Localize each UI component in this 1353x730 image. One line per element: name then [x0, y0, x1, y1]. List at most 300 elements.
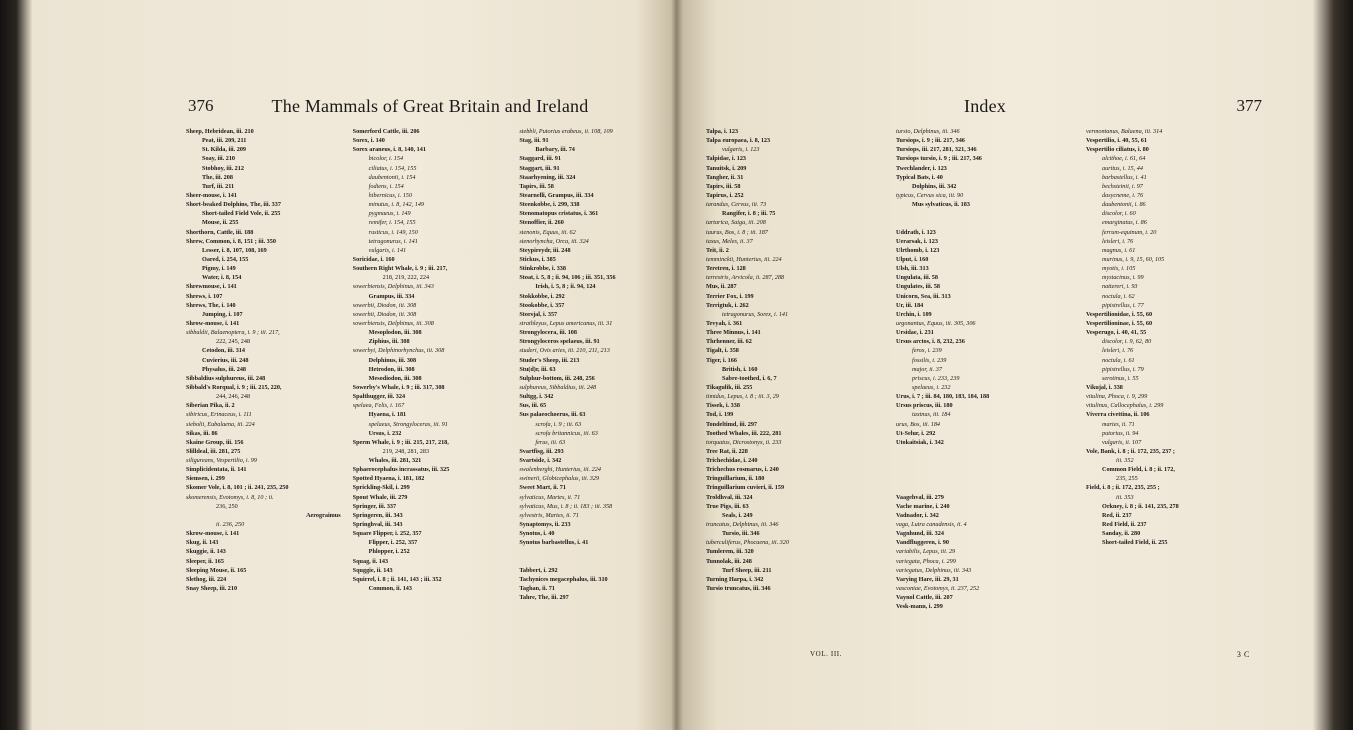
index-entry: Storsjal, i. 357 [519, 310, 558, 318]
index-entry: Slilldeal, iii. 281, 275 [186, 447, 241, 455]
index-entry: Springhval, iii. 343 [352, 521, 403, 529]
index-entry: siebolii, Eubalaena, iii. 224 [186, 420, 255, 428]
index-entry [896, 483, 1074, 492]
index-entry: Simplicidentata, ii. 141 [186, 466, 247, 474]
index-entry: Peat, iii. 209, 211 [202, 137, 247, 145]
left-col-3 [513, 127, 680, 602]
index-entry: 222, 245, 248 [216, 338, 251, 346]
index-entry: Spotted Hyaena, i. 181, 182 [352, 475, 425, 483]
index-entry: Sus palaeochoerus, iii. 63 [519, 411, 586, 419]
right-col-2 [890, 127, 1080, 611]
left-col-2 [347, 127, 514, 602]
index-entry: Tringuillarium, ii. 180 [706, 475, 765, 483]
index-entry: vulgaris, i. 123 [722, 146, 760, 154]
left-running-head [180, 96, 680, 120]
index-entry: Common, ii. 143 [368, 585, 412, 593]
index-entry: Studer's Sheep, iii. 213 [519, 356, 580, 364]
index-entry: Utokaitsiak, i. 342 [896, 438, 944, 446]
index-entry: sowerbiensis, Delphinus, iii. 308 [352, 319, 434, 327]
index-entry: major, ii. 37 [912, 365, 942, 373]
index-entry: Tondeltimd, iii. 297 [706, 420, 758, 428]
index-entry: Squag, ii. 143 [352, 557, 389, 565]
index-entry: Toothed Whales, iii. 222, 281 [706, 429, 782, 437]
index-entry: tursio, Delphinus, iii. 346 [896, 128, 960, 135]
index-entry: discolor, i. 60 [1102, 210, 1136, 218]
index-entry: emarginatus, i. 86 [1102, 219, 1147, 227]
index-entry: vasconiae, Evotomys, ii. 237, 252 [896, 585, 980, 593]
index-entry: Spalthugger, iii. 324 [352, 393, 406, 401]
right-index-columns [700, 127, 1270, 611]
index-entry: Ursus priscus, iii. 180 [896, 402, 953, 410]
index-entry: minutus, i. 8, 142, 149 [368, 201, 425, 209]
index-entry: 244, 246, 248 [216, 393, 251, 401]
index-entry: 219, 248, 281, 283 [382, 447, 430, 455]
index-entry: Hetrodon, iii. 308 [368, 365, 415, 373]
index-entry: Hyaena, i. 181 [368, 411, 407, 419]
index-entry: Talpidae, i. 123 [706, 155, 747, 163]
index-entry: Tangher, ii. 31 [706, 173, 744, 181]
index-entry: taurus, Bos, i. 8 ; iii. 187 [706, 228, 768, 236]
index-entry: Grampus, iii. 334 [368, 292, 415, 300]
index-entry: Short-tailed Field, ii. 255 [1102, 539, 1168, 547]
index-entry: temminckii, Hunterius, iii. 224 [706, 255, 782, 263]
left-page [180, 0, 680, 730]
index-entry: Vespertilioninae, i. 55, 60 [1086, 319, 1153, 327]
index-entry: Pigmy, i. 149 [202, 265, 236, 273]
index-entry: urgonantus, Equus, iii. 305, 306 [896, 319, 976, 327]
index-entry: Sprickling-Skil, i. 299 [352, 484, 410, 492]
index-entry: studeri, Ovis aries, iii. 210, 211, 213 [519, 347, 610, 355]
index-entry [896, 465, 1074, 474]
right-page [700, 0, 1270, 730]
index-entry: Tursiops, i. 9 ; iii. 217, 346 [896, 137, 965, 145]
index-entry: Viverra civettina, ii. 106 [1086, 411, 1150, 419]
index-entry: ferus, iii. 63 [535, 438, 566, 446]
index-entry: Seals, i. 249 [722, 511, 753, 519]
index-entry: Mus sylvaticus, ii. 183 [912, 201, 970, 209]
index-entry: Tursio, iii. 346 [722, 530, 760, 538]
index-entry: dasycneme, i. 76 [1102, 191, 1144, 199]
index-entry: Vaynol Cattle, iii. 207 [896, 594, 953, 602]
index-entry: spelaeus, Strongyloceras, iii. 91 [368, 420, 448, 428]
right-col-1 [700, 127, 890, 611]
index-entry: Stenomatopus cristatus, i. 361 [519, 210, 599, 218]
index-entry: Tursiops, iii. 217, 281, 321, 346 [896, 146, 977, 154]
index-entry: Svartfisg, iii. 293 [519, 447, 564, 455]
index-entry: Vole, Bank, i. 8 ; ii. 172, 235, 237 ; [1086, 447, 1175, 455]
index-entry: tetragonurus, Sorex, i. 141 [722, 310, 789, 318]
index-entry: hibernicus, i. 150 [368, 191, 412, 199]
index-entry: Somerford Cattle, iii. 206 [352, 128, 420, 135]
gathering-mark: 3 C [1236, 650, 1250, 659]
index-entry: terrestris, Arvicola, ii. 287, 288 [706, 274, 785, 282]
index-entry: swalenberghi, Hunterius, iii. 224 [519, 466, 601, 474]
index-entry: Vesk-mann, i. 299 [896, 603, 943, 611]
index-entry: torquatus, Dicrostonyx, ii. 233 [706, 438, 782, 446]
index-entry: Red Field, ii. 237 [1102, 521, 1147, 529]
index-entry: Stookobbe, i. 357 [519, 301, 565, 309]
index-entry: variegata, Phoca, i. 299 [896, 557, 956, 565]
index-entry: tartarica, Saiga, iii. 208 [706, 219, 766, 227]
index-entry: Tapirs, iii. 58 [519, 182, 554, 190]
index-entry: Red, ii. 237 [1102, 511, 1132, 519]
index-entry: Siemsen, i. 299 [186, 475, 225, 483]
index-entry: sowerbii, Diodon, iii. 308 [352, 310, 417, 318]
index-entry: mystacinus, i. 99 [1102, 274, 1144, 282]
left-running-title: The Mammals of Great Britain and Ireland [271, 96, 589, 116]
index-entry [896, 447, 1074, 456]
index-entry: The, iii. 208 [202, 173, 233, 181]
index-entry: tuberculiferus, Phocaena, iii. 320 [706, 539, 789, 547]
index-entry: Ur, iii. 184 [896, 301, 924, 309]
index-entry: Short-tailed Field Vole, ii. 255 [202, 210, 281, 218]
index-entry: ciliatus, i. 154, 155 [368, 164, 417, 172]
index-entry: Vache marine, i. 240 [896, 502, 950, 510]
index-entry: Tursiops tursio, i. 9 ; iii. 217, 346 [896, 155, 982, 163]
index-entry: Sphaerocephalus incrassatus, iii. 325 [352, 466, 450, 474]
index-entry: priscus, i. 233, 239 [912, 374, 960, 382]
index-entry: Siberian Pika, ii. 2 [186, 402, 235, 410]
index-entry: Orkney, i. 8 ; ii. 141, 235, 278 [1102, 502, 1179, 510]
index-entry: tetragonurus, i. 141 [368, 237, 418, 245]
index-entry: taxinus, iii. 184 [912, 411, 951, 419]
index-entry: martes, ii. 71 [1102, 420, 1135, 428]
index-entry [896, 474, 1074, 483]
index-entry: Sus, iii. 65 [519, 402, 547, 410]
index-entry: rusticus, i. 149, 150 [368, 228, 418, 236]
index-entry: Ungulata, iii. 58 [896, 274, 938, 282]
index-entry: Terrigtuk, i. 262 [706, 301, 749, 309]
index-entry: Ut-Selur, i. 292 [896, 429, 936, 437]
index-entry [519, 547, 674, 556]
index-entry: Talpa europaea, i. 8, 123 [706, 137, 771, 145]
index-entry: Sabre-toothed, i. 6, 7 [722, 374, 777, 382]
index-entry: Ursus arctos, i. 8, 232, 236 [896, 338, 965, 346]
index-entry: Twechlander, i. 123 [896, 164, 947, 172]
index-entry: Stu(d)r, iii. 63 [519, 365, 556, 373]
index-entry: Typical Bats, i. 40 [896, 173, 943, 181]
index-entry: pygmaeus, i. 149 [368, 210, 411, 218]
index-entry: scrofa, i. 9 ; iii. 63 [535, 420, 582, 428]
index-entry: murinus, i. 9, 15, 60, 105 [1102, 255, 1165, 263]
index-entry: Cetodon, iii. 314 [202, 347, 245, 355]
index-entry: Trichechus rosmarus, i. 240 [706, 466, 779, 474]
index-entry: Slethog, iii. 224 [186, 575, 227, 583]
index-entry: Short-beaked Dolphins, The, iii. 337 [186, 201, 281, 209]
index-entry: Urus, i. 7 ; iii. 84, 180, 183, 184, 188 [896, 393, 990, 401]
index-entry: Springer, iii. 337 [352, 502, 397, 510]
index-entry: Sibbald's Rorqual, i. 9 ; iii. 215, 220, [186, 383, 282, 391]
index-entry: Jumping, i. 107 [202, 310, 243, 318]
index-entry: Skaine Group, iii. 156 [186, 438, 244, 446]
index-entry: Sibbaldius sulphureus, iii. 248 [186, 374, 266, 382]
index-entry: Vesperugo, i. 40, 41, 55 [1086, 329, 1147, 337]
index-entry: sibbaldii, Balaenoptera, i. 9 ; iii. 217, [186, 329, 280, 337]
index-entry: Stobhoy, iii. 212 [202, 164, 244, 172]
index-entry: sowerbiensis, Delphinus, iii. 343 [352, 283, 434, 291]
index-entry: Skuggie, ii. 143 [186, 548, 226, 556]
index-entry: swinerii, Globicephalus, iii. 329 [519, 475, 600, 483]
index-entry: Turf, iii. 211 [202, 182, 235, 190]
index-entry: daubentonii, i. 86 [1102, 201, 1146, 209]
index-entry: Sweet Mart, ii. 71 [519, 484, 566, 492]
index-entry: Sultgg, i. 342 [519, 393, 554, 401]
index-entry: Irish, i. 5, 8 ; ii. 94, 124 [535, 283, 596, 291]
index-entry: Sleeper, ii. 165 [186, 557, 224, 565]
index-entry: Ungulates, iii. 58 [896, 283, 941, 291]
index-entry: Terrier Fox, i. 199 [706, 292, 754, 300]
index-entry: Varying Hare, iii. 29, 31 [896, 575, 959, 583]
index-entry: Vikujal, i. 338 [1086, 383, 1123, 391]
index-entry: vaga, Lutra canadensis, ii. 4 [896, 521, 967, 529]
index-entry: Shorthorn, Cattle, iii. 188 [186, 228, 254, 236]
index-entry: typicus, Cervus sica, iii. 90 [896, 191, 964, 199]
index-entry: Barbary, iii. 74 [535, 146, 575, 154]
index-entry: Stenoffier, ii. 260 [519, 219, 564, 227]
index-entry: Soay, iii. 210 [202, 155, 236, 163]
index-entry: Sperm Whale, i. 9 ; iii. 215, 217, 218, [352, 438, 449, 446]
index-entry: Steypireydr, iii. 248 [519, 246, 571, 254]
index-entry: Vaagehval, iii. 279 [896, 493, 944, 501]
index-entry: Vespertilionidae, i. 55, 60 [1086, 310, 1153, 318]
index-entry: iii. 353 [1116, 493, 1134, 501]
index-entry: vermontanus, Balaena, iii. 314 [1086, 128, 1163, 135]
index-entry: strathleyus, Lepus americanus, iii. 31 [519, 319, 613, 327]
index-entry [896, 218, 1074, 227]
index-entry: bicolor, i. 154 [368, 155, 404, 163]
index-entry: Sheer-mouse, i. 141 [186, 191, 237, 199]
index-entry: Sanday, ii. 280 [1102, 530, 1141, 538]
index-entry: Mus, ii. 287 [706, 283, 737, 291]
index-entry: Synotus barbastellus, i. 41 [519, 539, 589, 547]
index-entry: timidus, Lepus, i. 8 ; iii. 3, 29 [706, 393, 779, 401]
index-entry: variabilis, Lepus, iii. 29 [896, 548, 956, 556]
index-entry: noctula, i. 62 [1102, 292, 1135, 300]
index-entry: Sulphur-bottom, iii. 248, 256 [519, 374, 595, 382]
index-entry [896, 209, 1074, 218]
index-entry: Stickus, i. 385 [519, 255, 556, 263]
index-entry: Shrow-mouse, i. 141 [186, 319, 240, 327]
index-entry: Tachynices megacephalus, iii. 310 [519, 575, 608, 583]
index-entry: Squirrel, i. 8 ; ii. 141, 143 ; iii. 352 [352, 575, 442, 583]
index-entry: Sikas, iii. 86 [186, 429, 218, 437]
index-entry: pipistrellus, i. 77 [1102, 301, 1144, 309]
index-entry: Thrhenner, iii. 62 [706, 338, 752, 346]
index-entry: sowerbii, Diodon, iii. 308 [352, 301, 417, 309]
index-entry: Tumlerem, iii. 320 [706, 548, 754, 556]
index-entry: Ulsh, iii. 313 [896, 265, 929, 273]
index-entry: Tigalt, i. 358 [706, 347, 739, 355]
index-entry: pipistrellus, i. 79 [1102, 365, 1144, 373]
right-running-title: Index [964, 96, 1006, 116]
index-entry: Southern Right Whale, i. 9 ; iii. 217, [352, 265, 448, 273]
index-entry: Delphinus, iii. 308 [368, 356, 417, 364]
index-entry: Trichechidae, i. 240 [706, 457, 758, 465]
index-entry [519, 557, 674, 566]
index-entry: truncatus, Delphinus, iii. 346 [706, 521, 779, 529]
index-entry: stenonis, Equus, iii. 62 [519, 228, 576, 236]
index-entry: Urchin, i. 109 [896, 310, 932, 318]
index-entry: Tiger, i. 166 [706, 356, 737, 364]
index-entry: Three Minnus, i. 141 [706, 329, 761, 337]
index-entry: leisleri, i. 76 [1102, 347, 1134, 355]
index-entry: Stearnelli, Grampus, iii. 334 [519, 191, 594, 199]
index-entry: Tod, i. 199 [706, 411, 734, 419]
index-entry: Unicorn, Sea, iii. 313 [896, 292, 951, 300]
index-entry: Water, i. 8, 154 [202, 274, 242, 282]
index-entry: leisleri, i. 76 [1102, 237, 1134, 245]
index-entry: Stinkrobbe, i. 338 [519, 265, 566, 273]
index-entry: 235, 255 [1116, 475, 1138, 483]
left-col-1 [180, 127, 347, 602]
index-entry: Skomer Vole, i. 8, 101 ; ii. 241, 235, 250 [186, 484, 289, 492]
index-entry: Ulput, i. 160 [896, 255, 929, 263]
index-entry: Staggard, iii. 91 [519, 155, 561, 163]
index-entry: Shrew, Common, i. 8, 151 ; iii. 350 [186, 237, 276, 245]
index-entry: siligureans, Vespertilio, i. 99 [186, 457, 257, 465]
index-entry: Ziphius, iii. 308 [368, 338, 410, 346]
index-entry: Tanuitsk, i. 209 [706, 164, 747, 172]
index-entry: Teretren, i. 128 [706, 265, 746, 273]
index-entry: True Pigs, iii. 63 [706, 502, 749, 510]
index-entry: Tahre, The, iii. 297 [519, 594, 569, 602]
index-entry: Flipper, i. 252, 357 [368, 539, 418, 547]
index-entry: Aerograimus [306, 511, 341, 519]
index-entry: Oared, i. 254, 155 [202, 255, 249, 263]
index-entry: Soricidae, i. 160 [352, 255, 395, 263]
index-entry: Dolphins, iii. 342 [912, 182, 957, 190]
index-entry: fodiens, i. 154 [368, 182, 404, 190]
index-entry: Staarhyening, iii. 324 [519, 173, 576, 181]
index-entry: spelaeus, i. 232 [912, 383, 951, 391]
index-entry: auritus, i. 15, 44 [1102, 164, 1143, 172]
index-entry: Mesodiodon, iii. 308 [368, 374, 422, 382]
index-entry: Taghan, ii. 71 [519, 585, 555, 593]
index-entry: Sorex, i. 140 [352, 137, 385, 145]
index-entry: bechsteinii, i. 97 [1102, 182, 1143, 190]
index-entry: Vadnador, i. 342 [896, 511, 939, 519]
index-entry: Strongyloceros spelaeus, iii. 91 [519, 338, 600, 346]
index-entry: stenorhyncha, Orca, iii. 324 [519, 237, 589, 245]
index-entry: variegatus, Delphinus, iii. 343 [896, 566, 972, 574]
index-entry: alcithoe, i. 61, 64 [1102, 155, 1146, 163]
index-entry: Common Field, i. 8 ; ii. 172, [1102, 466, 1175, 474]
index-entry: Synotus, i. 40 [519, 530, 555, 538]
index-entry: Square Flipper, i. 252, 357 [352, 530, 422, 538]
index-entry: Sleeping Mouse, ii. 165 [186, 566, 247, 574]
index-entry: spelaea, Felis, i. 167 [352, 402, 405, 410]
index-entry: Shrewmouse, i. 141 [186, 283, 237, 291]
index-entry: Turf Sheep, iii. 211 [722, 566, 772, 574]
index-entry: Vespertilio ciliatus, i. 80 [1086, 146, 1149, 154]
index-entry: Tunnolak, iii. 248 [706, 557, 752, 565]
index-entry: Tikagulik, iii. 255 [706, 383, 753, 391]
index-entry: Ursidae, i. 231 [896, 329, 934, 337]
right-running-head [700, 96, 1270, 120]
index-entry: serotinus, i. 55 [1102, 374, 1139, 382]
index-entry: Lesser, i. 8, 107, 108, 169 [202, 246, 267, 254]
index-entry: ferrum-equinum, i. 20 [1102, 228, 1157, 236]
index-entry: Stokkobbe, i. 292 [519, 292, 565, 300]
index-entry: urus, Bos, iii. 184 [896, 420, 941, 428]
index-entry: daubentonii, i. 154 [368, 173, 416, 181]
index-entry: skomerensis, Evotomys, i. 8, 10 ; ii. [186, 493, 274, 501]
index-entry: fossilis, i. 239 [912, 356, 947, 364]
index-entry: iii. 352 [1116, 457, 1134, 465]
index-entry: sibiricus, Erinaceus, i. 111 [186, 411, 252, 419]
index-entry: Tevyah, i. 361 [706, 319, 743, 327]
index-entry: Whales, iii. 281, 321 [368, 457, 422, 465]
index-entry: Snay Sheep, iii. 210 [186, 585, 238, 593]
index-entry: Sowerby's Whale, i. 9 ; iii. 317, 308 [352, 383, 445, 391]
index-entry: 236, 250 [216, 502, 238, 510]
index-entry: Strongylocera, iii. 108 [519, 329, 577, 337]
index-entry: stebbli, Putorius erabeus, ii. 108, 109 [519, 128, 613, 135]
index-entry: Mouse, ii. 255 [202, 219, 239, 227]
index-entry: sylvaticus, Mus, i. 8 ; ii. 183 ; iii. 358 [519, 502, 613, 510]
index-entry: Tree Rat, ii. 228 [706, 447, 748, 455]
index-entry: Vagnhund, iii. 324 [896, 530, 944, 538]
index-entry: ii. 236, 250 [216, 521, 245, 529]
index-entry: Ursus, i. 232 [368, 429, 402, 437]
index-entry: tarandus, Cervus, iii. 73 [706, 201, 767, 209]
index-entry: noctula, i. 61 [1102, 356, 1135, 364]
index-entry: Skrow-mouse, i. 141 [186, 530, 240, 538]
index-entry: ferox, i. 239 [912, 347, 942, 355]
index-entry: vitulinus, Callocephalus, i. 299 [1086, 402, 1164, 410]
index-entry: Troldhval, iii. 324 [706, 493, 753, 501]
index-entry: Cuvierius, iii. 248 [202, 356, 249, 364]
right-col-3 [1080, 127, 1270, 611]
index-entry: Shrews, i. 107 [186, 292, 223, 300]
index-entry: nattereri, i. 93 [1102, 283, 1138, 291]
index-entry: magnus, i. 61 [1102, 246, 1136, 254]
index-entry: Rangifer, i. 8 ; iii. 75 [722, 210, 776, 218]
index-entry: Uerarsak, i. 123 [896, 237, 938, 245]
index-entry: Tringuillarium cuvieri, ii. 159 [706, 484, 785, 492]
index-entry: scrofa britannicus, iii. 63 [535, 429, 598, 437]
left-page-number: 376 [188, 96, 214, 115]
index-entry: Phlopper, i. 252 [368, 548, 410, 556]
index-entry: Stag, iii. 91 [519, 137, 549, 145]
index-entry: St. Kilda, iii. 209 [202, 146, 247, 154]
index-entry: Sheep, Hebridean, iii. 210 [186, 128, 254, 135]
index-entry: Skug, ii. 143 [186, 539, 219, 547]
index-entry: Tabbert, i. 292 [519, 566, 558, 574]
index-entry: 218, 219, 222, 224 [382, 274, 430, 282]
index-entry: Mesoplodon, iii. 308 [368, 329, 422, 337]
index-entry: Sorex araneus, i. 8, 140, 141 [352, 146, 426, 154]
index-entry: Field, i. 8 ; ii. 172, 235, 255 ; [1086, 484, 1160, 492]
index-entry: sylvaticus, Martes, ii. 71 [519, 493, 581, 501]
index-entry: Steenkobbe, i. 299, 338 [519, 201, 580, 209]
index-entry: Turning Harpa, i. 342 [706, 575, 764, 583]
right-page-number: 377 [1236, 96, 1262, 115]
index-entry: sylvestris, Martes, ii. 71 [519, 511, 579, 519]
index-entry: remifer, i. 154, 155 [368, 219, 416, 227]
index-entry: Talpa, i. 123 [706, 128, 739, 135]
index-entry: Vandfluggeren, i. 90 [896, 539, 949, 547]
index-entry: Teit, ii. 2 [706, 246, 729, 254]
index-entry: Staggart, iii. 91 [519, 164, 560, 172]
index-entry: myotis, i. 105 [1102, 265, 1136, 273]
index-entry: Spout Whale, iii. 279 [352, 493, 408, 501]
index-entry: sulphureus, Sibbaldius, iii. 248 [519, 383, 597, 391]
index-entry: discolor, i. 9, 62, 80 [1102, 338, 1152, 346]
index-entry: Tissek, i. 338 [706, 402, 740, 410]
index-entry: Physalus, iii. 248 [202, 365, 247, 373]
index-entry: taxus, Meles, ii. 37 [706, 237, 753, 245]
